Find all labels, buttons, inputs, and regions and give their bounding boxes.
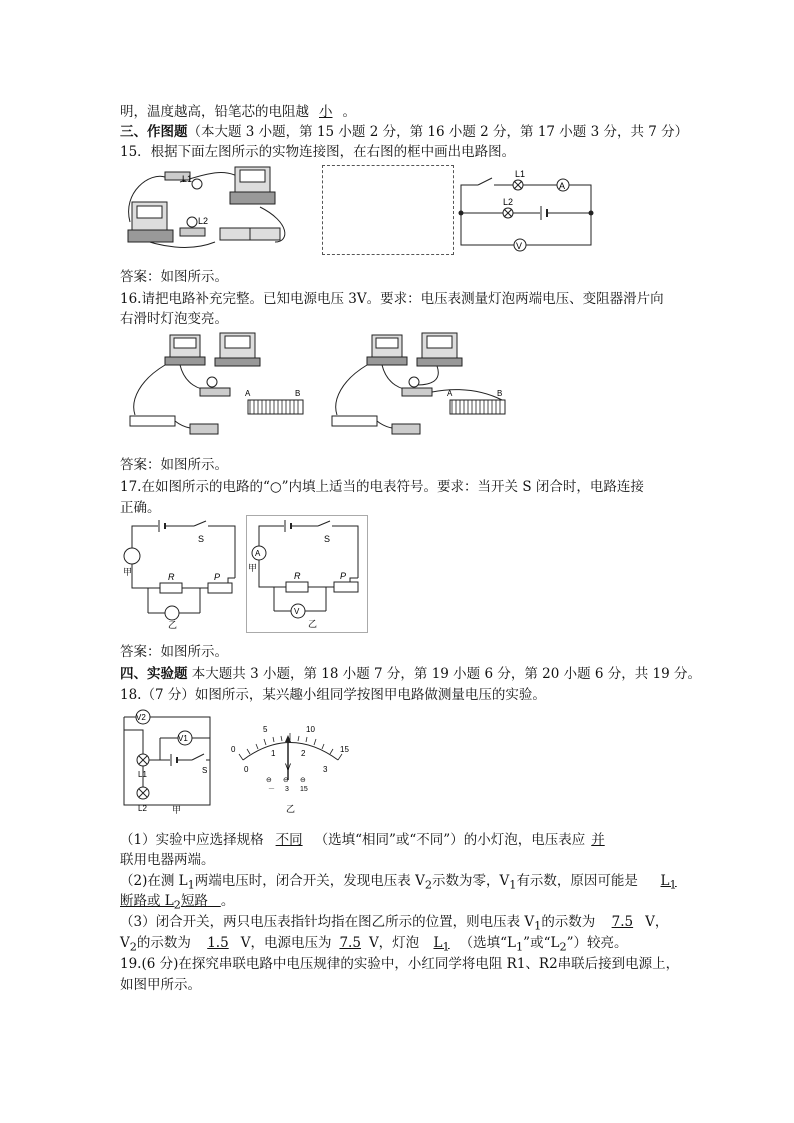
continued-line: 明，温度越高，铅笔芯的电阻越 小 。	[120, 104, 356, 120]
q18-voltmeter-yi	[228, 720, 353, 815]
svg-text:3: 3	[323, 765, 328, 774]
q18-part3-line2: $V_2$的示数为 1.5 V，电源电压为 7.5 V，灯泡 $L_1$ （选填“$L_1$”或“$L_2$”）较亮。	[120, 935, 628, 954]
svg-text:L1: L1	[515, 169, 526, 179]
svg-text:P: P	[214, 572, 221, 582]
svg-text:1: 1	[271, 749, 276, 758]
answer-blank: 断路或 $L_2$短路	[120, 893, 208, 912]
svg-text:A: A	[245, 389, 251, 398]
answer-blank: $L_1$	[433, 935, 450, 954]
svg-text:⊖: ⊖	[283, 777, 289, 784]
svg-text:S: S	[198, 534, 205, 544]
svg-text:乙: 乙	[286, 804, 296, 814]
svg-text:甲: 甲	[123, 567, 133, 577]
svg-text:V: V	[285, 762, 292, 772]
svg-text:B: B	[295, 389, 301, 398]
q18-part2-line1: （2)在测 $L_1$两端电压时，闭合开关，发现电压表 $V_2$示数为零，$V_1$有示数，原因可能是 $L_1$	[120, 873, 677, 892]
answer-blank: 并	[591, 832, 605, 848]
svg-text:A: A	[559, 181, 566, 191]
q19-text-2: 如图甲所示。	[120, 977, 201, 993]
q15-drawing-box	[322, 165, 454, 255]
q16-setup-left	[120, 330, 320, 440]
q17-text-2: 正确。	[120, 500, 161, 516]
svg-text:L2: L2	[503, 197, 514, 207]
q18-text: 18.（7 分）如图所示，某兴趣小组同学按图甲电路做测量电压的实验。	[120, 687, 546, 703]
svg-text:A: A	[255, 549, 261, 558]
svg-text:L2: L2	[138, 804, 147, 813]
q17-circuit-answer	[246, 515, 368, 633]
q17-circuit-blank	[120, 518, 245, 630]
q15-answer: 答案：如图所示。	[120, 269, 228, 285]
svg-text:15: 15	[300, 786, 308, 793]
answer-blank: 小	[319, 104, 333, 120]
svg-text:R: R	[294, 571, 301, 581]
svg-text:A: A	[447, 389, 453, 398]
svg-text:L2: L2	[198, 216, 209, 226]
answer-blank: 不同	[275, 832, 303, 848]
answer-blank: 7.5	[339, 935, 361, 951]
svg-text:5: 5	[263, 725, 268, 734]
svg-text:S: S	[202, 766, 208, 775]
svg-text:2: 2	[301, 749, 306, 758]
svg-text:甲: 甲	[248, 563, 258, 573]
svg-text:L1: L1	[138, 770, 147, 779]
svg-text:⊖: ⊖	[266, 777, 272, 784]
q15-answer-circuit	[458, 168, 598, 252]
svg-text:3: 3	[285, 786, 289, 793]
q19-text-1: 19.(6 分)在探究串联电路中电压规律的实验中，小红同学将电阻 R1、R2串联后接到电源上，	[120, 956, 680, 972]
svg-text:R: R	[168, 572, 175, 582]
svg-text:S: S	[324, 534, 331, 544]
svg-text:P: P	[340, 571, 347, 581]
answer-blank: 1.5	[207, 935, 229, 951]
q18-part2-line2: 断路或 $L_2$短路 。	[120, 893, 235, 912]
svg-text:－: －	[268, 786, 275, 793]
svg-text:10: 10	[306, 725, 315, 734]
svg-text:0: 0	[231, 745, 236, 754]
q16-text-1: 16.请把电路补充完整。已知电源电压 3V。要求：电压表测量灯泡两端电压、变阻器滑片向	[120, 291, 664, 307]
svg-text:L1: L1	[182, 174, 193, 184]
answer-blank: $L_1$	[660, 873, 677, 892]
q15-physical-setup	[120, 162, 300, 252]
svg-text:V2: V2	[136, 713, 146, 722]
q17-answer: 答案：如图所示。	[120, 644, 228, 660]
q17-text-1: 17.在如图所示的电路的“○”内填上适当的电表符号。要求：当开关 S 闭合时，电路连接	[120, 479, 644, 495]
q15-text: 15．根据下面左图所示的实物连接图，在右图的框中画出电路图。	[120, 144, 516, 160]
section-4-heading: 四、实验题 本大题共 3 小题，第 18 小题 7 分，第 19 小题 6 分，第 20 小题 6 分，共 19 分。	[120, 666, 702, 682]
svg-text:V: V	[516, 241, 523, 251]
svg-text:15: 15	[340, 745, 349, 754]
svg-text:V1: V1	[178, 734, 188, 743]
svg-text:甲: 甲	[172, 805, 182, 815]
svg-text:V: V	[294, 607, 300, 616]
section-3-heading: 三、作图题（本大题 3 小题，第 15 小题 2 分，第 16 小题 2 分，第 17 小题 3 分，共 7 分）	[120, 124, 689, 140]
svg-text:乙: 乙	[168, 620, 178, 630]
svg-text:乙: 乙	[308, 619, 318, 629]
answer-blank: 7.5	[611, 914, 634, 930]
q16-text-2: 右滑时灯泡变亮。	[120, 311, 228, 327]
q18-part1-line2: 联用电器两端。	[120, 852, 215, 868]
svg-text:⊖: ⊖	[300, 777, 306, 784]
svg-text:B: B	[497, 389, 503, 398]
q16-answer: 答案：如图所示。	[120, 457, 228, 473]
svg-text:0: 0	[244, 765, 249, 774]
q16-setup-right	[322, 330, 522, 440]
q18-part3-line1: （3）闭合开关，两只电压表指针均指在图乙所示的位置，则电压表 $V_1$的示数为 7.5 V，	[120, 914, 669, 933]
q18-part1-line1: （1）实验中应选择规格 不同 （选填“相同”或“不同”）的小灯泡，电压表应 并	[120, 832, 605, 848]
q18-circuit-jia	[120, 705, 230, 815]
